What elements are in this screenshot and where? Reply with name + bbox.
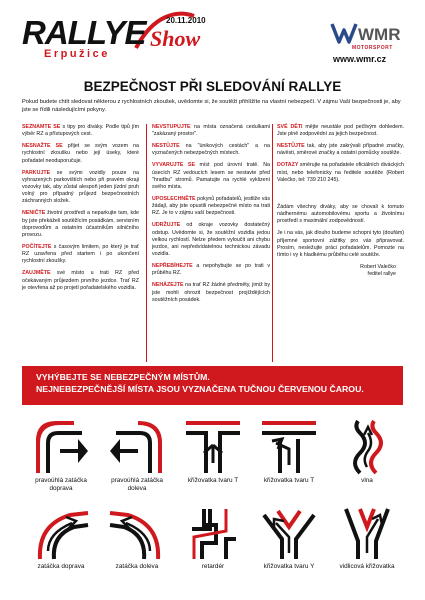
intro-text: Pokud budete chtít sledovat některou z rychlostních zkoušek, uvědomte si, že soutěži přihlížíte na vlastní nebezpečí. V zájmu Vaší bezpečnosti je, aby jste se řídili následujícími pokyny.: [22, 99, 401, 114]
curve-left-icon: [106, 505, 168, 561]
page-header: [0, 0, 425, 74]
column-divider: [146, 124, 147, 362]
rule-item: NEHÁZEJTE na trať RZ žádné předměty, jimiž by jste mohli ohrozit bezpečnost projíždějících soutěžních posádek.: [152, 282, 270, 303]
sign-label: zatáčka doleva: [115, 563, 159, 570]
partner-subtitle: MOTORSPORT: [352, 45, 393, 51]
rule-item: PARKUJTE se svými vozidly pouze na vyhrazených parkovištích nebo při pravém okraji vozovky tak, aby zůstal alespoň jeden jízdní pruh volný pro případný průjezd bezpečnostních záchranných složek.: [22, 169, 139, 205]
t-junction-branch-icon: [258, 419, 320, 475]
sign-wave: [334, 419, 400, 485]
rule-item: SEZNAMTE SE s tipy pro diváky. Podle tipů jím výběr RZ a přístupových cest.: [22, 124, 139, 138]
wmr-logo-icon: [330, 22, 401, 44]
rules-column-2: [152, 124, 270, 362]
sign-label: vidlicová křižovatka: [339, 563, 395, 570]
signature-name: Robert Valečko: [360, 264, 396, 271]
rules-column-3: [277, 124, 404, 362]
rule-item: SVÉ DĚTI mějte neustále pod pečlivým dohledem. Jste plně zodpovědní za jejich bezpečnost.: [277, 124, 404, 138]
sign-label: křižovatka tvaru T: [187, 477, 239, 484]
sign-chicane: [180, 505, 246, 571]
rule-item: DOTAZY směrujte na pořadatele oficiálních diváckých míst, nebo telefonicky na ředitele soutěže (Robert Valečko, tel: 739 210 245).: [277, 162, 404, 183]
banner-line-1: VYHÝBEJTE SE NEBEZPEČNÝM MÍSTŮM.: [36, 372, 210, 382]
right-angle-turn-left-icon: [106, 419, 168, 475]
sign-label: pravoúhlá zatáčka doprava: [35, 477, 87, 492]
warning-banner: [22, 366, 403, 405]
signature-role: ředitel rallye: [367, 271, 396, 278]
rule-item: NEPŘEBÍHEJTE a nepohybujte se po trati v průběhu RZ.: [152, 263, 270, 277]
fork-junction-icon: [336, 505, 398, 561]
rule-item: Je i na vás, jak dlouho budeme schopni tyto (doufám) příjemné sportovní zážitky pro vás připravovat. Prosím, nesležujte práci pořadatelům. Pomozte na tímto i vy k hladkému průběhu celé soutěže.: [277, 230, 404, 259]
rule-item: VYVARUJTE SE míst pod úrovní tratě. Na úsecích RZ vedoucích lesem se nestavte před "hradbu" stromů. Pamatujte na rychlé vyklizení svého místa.: [152, 162, 270, 191]
sign-t-junction: [180, 419, 246, 485]
page-title: BEZPEČNOST PŘI SLEDOVÁNÍ RALLYE: [83, 79, 342, 94]
rule-item: NESTŮJTE na "únikových cestách" a na vyznačených nebezpečných místech.: [152, 143, 270, 157]
curve-right-icon: [30, 505, 92, 561]
rule-item: ZAUJMĚTE své místo u trati RZ před očekávaným průjezdem prvního jezdce. Trať RZ je otevřena až po projetí pořadatelského vozidla.: [22, 270, 139, 291]
logo-date: 20.11.2010: [166, 16, 206, 25]
rule-item: UPOSLECHNĚTE pokynů pořadatelů, jestliže vás žádají, aby jste opustili nebezpečné místo na trati RZ. Je to v zájmu vaší bezpečnosti.: [152, 196, 270, 217]
rule-item: POČÍTEJTE s časovým limitem, po který je trať RZ uzavřena před startem i po ukončení rychlostní zkoušky.: [22, 244, 139, 265]
logo-show: Show: [150, 26, 201, 51]
partner-url[interactable]: www.wmr.cz: [333, 54, 387, 64]
sign-curve-left: [104, 505, 170, 571]
banner-line-2: NEJNEBEZPEČNĚJŠÍ MÍSTA JSOU VYZNAČENA TUČNOU ČERVENOU ČAROU.: [36, 383, 364, 394]
sign-right-angle-left: [104, 419, 170, 493]
sign-y-junction: [256, 505, 322, 571]
t-junction-icon: [182, 419, 244, 475]
right-angle-turn-right-icon: [30, 419, 92, 475]
sign-label: vlna: [361, 477, 373, 484]
rules-columns: [22, 124, 404, 362]
sign-label: zatáčka doprava: [37, 563, 85, 570]
rule-item: UDRŽUJTE od okraje vozovky dostatečný odstup. Uvědomte si, že soutěžní vozidla jedou velkou rychlostí. Nelze předem vyloučit ani chybu jezdce, ani nepředvídatelnou technickou závadu vozidla.: [152, 222, 270, 258]
danger-signs-grid: [22, 405, 403, 590]
sign-right-angle-right: [28, 419, 94, 493]
sign-label: pravoúhlá zatáčka doleva: [111, 477, 163, 492]
logo-rallye: RALLYE: [22, 14, 146, 51]
rule-item: NEVSTUPUJTE na místa označená cedulkami "zakázaný prostor".: [152, 124, 270, 138]
rule-item: NENIČTE životní prostředí a neparkujte tam, kde by jste překáželi soutěžícím posádkám, servisním doprovodům a ostatním účastníkům silničního provozu.: [22, 210, 139, 239]
sign-curve-right: [28, 505, 94, 571]
column-divider: [272, 124, 273, 362]
rule-item: NESTŮJTE tak, aby jste zakrývali případné značky, návěsti, směrové značky a ostatní pomůcky soutěže.: [277, 143, 404, 157]
rule-item: NESNAŽTE SE přijet se svým vozem na rychlostní zkoušku nebo její úseky, které pořadatel neoduporučuje.: [22, 143, 139, 164]
sign-label: retardér: [201, 563, 225, 570]
signature: [277, 264, 404, 278]
logo-town: Erpužice: [44, 48, 110, 60]
sign-label: křižovatka tvaru Y: [263, 563, 315, 570]
sign-t-junction-branch: [256, 419, 322, 485]
wave-icon: [336, 419, 398, 475]
y-junction-icon: [258, 505, 320, 561]
sign-label: křižovatka tvaru T: [263, 477, 315, 484]
rules-column-1: [22, 124, 139, 362]
chicane-icon: [182, 505, 244, 561]
sign-fork-junction: [334, 505, 400, 571]
rule-item: Žádám všechny diváky, aby se chovali k tomuto nádhernému automobilovému sportu a životnímu prostředí s maximální zodpovědností.: [277, 204, 404, 225]
svg-text:WMR: WMR: [358, 25, 401, 44]
